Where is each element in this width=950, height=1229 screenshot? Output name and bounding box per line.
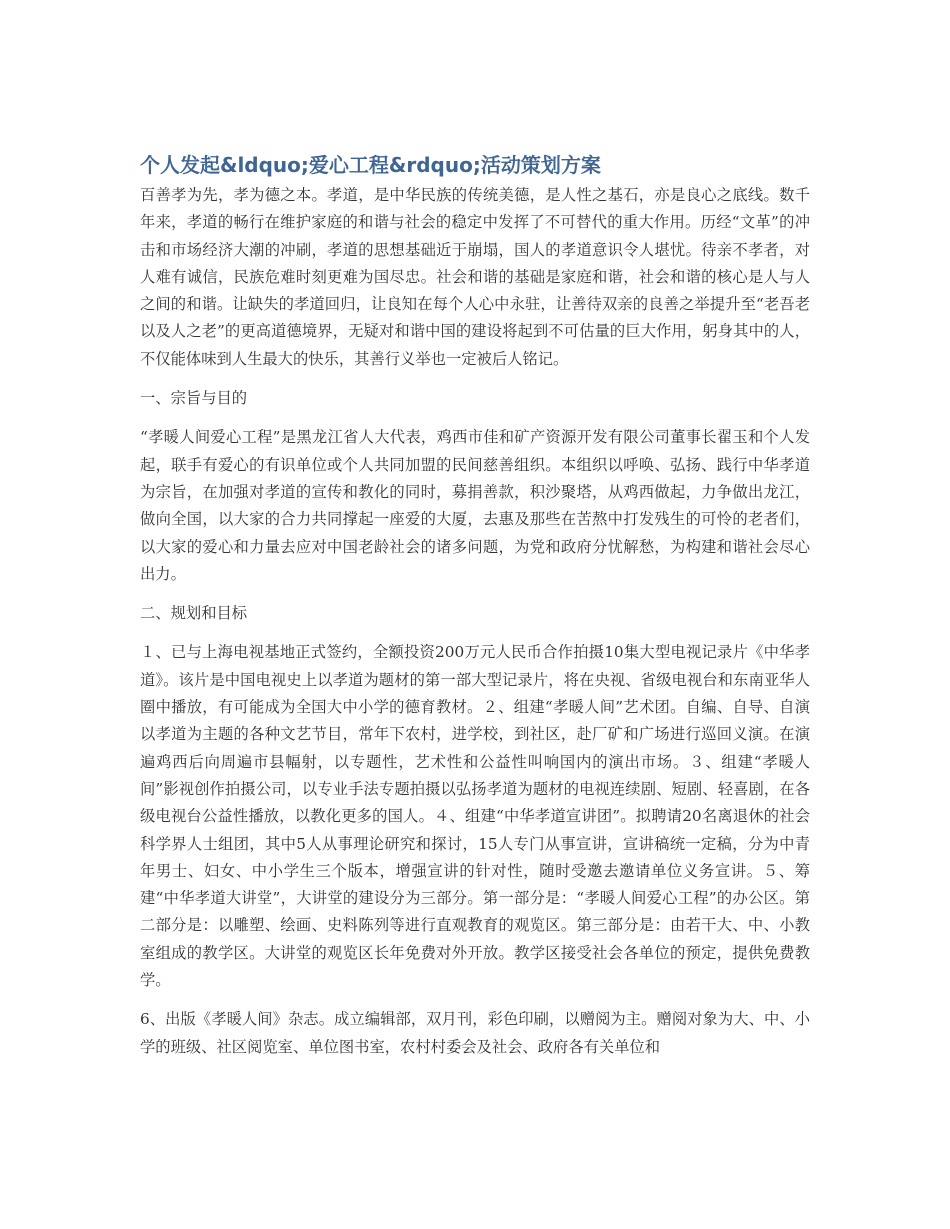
document-page [140,150,810,1073]
section-1-body: “孝暖人间爱心工程”是黑龙江省人大代表，鸡西市佳和矿产资源开发有限公司董事长翟玉和个人发起，联手有爱心的有识单位或个人共同加盟的民间慈善组织。本组织以呼唤、弘扬、践行中华孝道为宗旨，在加强对孝道的宣传和教化的同时，募捐善款，积沙聚塔，从鸡西做起，力争做出龙江，做向全国，以大家的合力共同撑起一座爱的大厦，去惠及那些在苦熬中打发残生的可怜的老者们，以大家的爱心和力量去应对中国老龄社会的诸多问题，为党和政府分忧解愁，为构建和谐社会尽心出力。 [140,428,810,583]
section-2-heading: 二、规划和目标 [140,604,248,623]
section-2-item-6: 6、出版《孝暖人间》杂志。成立编辑部，双月刊，彩色印刷，以赠阅为主。赠阅对象为大、中、小学的班级、社区阅览室、单位图书室，农村村委会及社会、政府各有关单位和 [140,1010,810,1056]
document-title: 个人发起&ldquo;爱心工程&rdquo;活动策划方案 [140,153,601,177]
intro-paragraph: 百善孝为先，孝为德之本。孝道，是中华民族的传统美德，是人性之基石，亦是良心之底线。数千年来，孝道的畅行在维护家庭的和谐与社会的稳定中发挥了不可替代的重大作用。历经“文革”的冲击和市场经济大潮的冲刷，孝道的思想基础近于崩塌，国人的孝道意识令人堪忧。待亲不孝者，对人难有诚信，民族危难时刻更难为国尽忠。社会和谐的基础是家庭和谐，社会和谐的核心是人与人之间的和谐。让缺失的孝道回归，让良知在每个人心中永驻，让善待双亲的良善之举提升至“老吾老以及人之老”的更高道德境界，无疑对和谐中国的建设将起到不可估量的巨大作用，躬身其中的人，不仅能体味到人生最大的快乐，其善行义举也一定被后人铭记。 [140,186,810,368]
section-1-heading: 一、宗旨与目的 [140,389,248,408]
section-2-body: １、已与上海电视基地正式签约，全额投资200万元人民币合作拍摄10集大型电视记录片《中华孝道》。该片是中国电视史上以孝道为题材的第一部大型记录片，将在央视、省级电视台和东南亚华人圈中播放，有可能成为全国大中小学的德育教材。２、组建“孝暖人间”艺术团。自编、自导、自演以孝道为主题的各种文艺节目，常年下农村，进学校，到社区，赴厂矿和广场进行巡回义演。在演遍鸡西后向周遍市县幅射，以专题性，艺术性和公益性叫响国内的演出市场。３、组建“孝暖人间”影视创作拍摄公司，以专业手法专题拍摄以弘扬孝道为题材的电视连续剧、短剧、轻喜剧，在各级电视台公益性播放，以教化更多的国人。４、组建“中华孝道宣讲团”。拟聘请20名离退休的社会科学界人士组团，其中5人从事理论研究和探讨，15人专门从事宣讲，宣讲稿统一定稿，分为中青年男士、妇女、中小学生三个版本，增强宣讲的针对性，随时受邀去邀请单位义务宣讲。５、筹建“中华孝道大讲堂”，大讲堂的建设分为三部分。第一部分是：“孝暖人间爱心工程”的办公区。第二部分是：以雕塑、绘画、史料陈列等进行直观教育的观览区。第三部分是：由若干大、中、小教室组成的教学区。大讲堂的观览区长年免费对外开放。教学区接受社会各单位的预定，提供免费教学。 [140,643,810,990]
